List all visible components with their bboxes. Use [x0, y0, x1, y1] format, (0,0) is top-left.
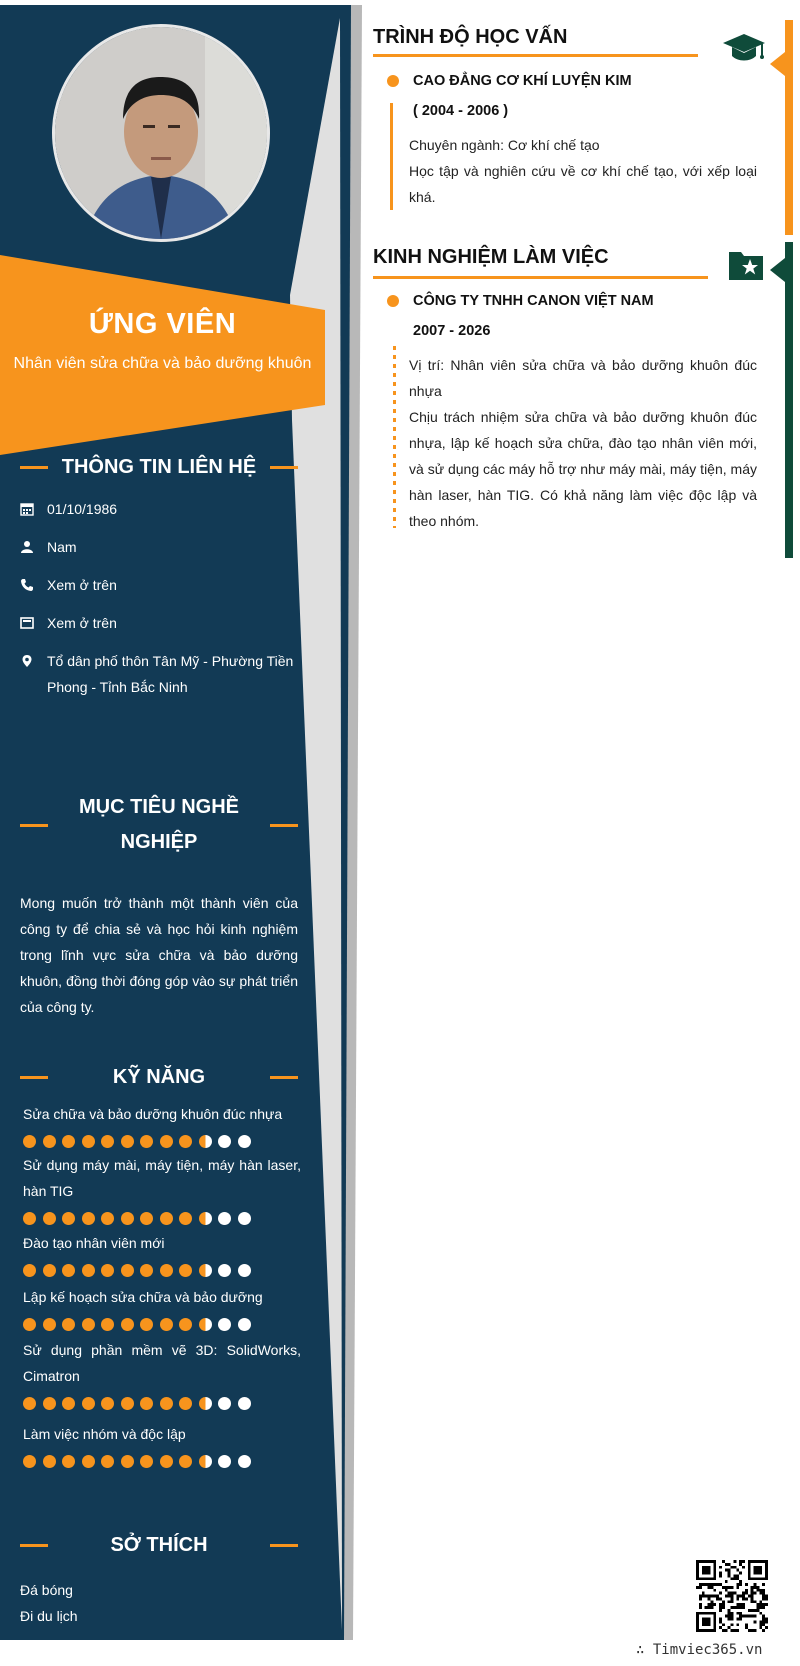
skill-dot — [199, 1212, 212, 1225]
skill-dot — [140, 1455, 153, 1468]
skill-dot — [101, 1212, 114, 1225]
skill-dot — [179, 1397, 192, 1410]
skill-dot — [160, 1212, 173, 1225]
hobby-item: Đá bóng — [20, 1582, 73, 1598]
skill-dot — [199, 1455, 212, 1468]
contact-gender — [20, 534, 300, 560]
experience-title: KINH NGHIỆM LÀM VIỆC — [373, 246, 609, 268]
objective-title: MỤC TIÊU NGHỀ NGHIỆP — [79, 796, 239, 853]
header-dash — [270, 466, 298, 469]
skill-dot — [238, 1264, 251, 1277]
skill-dot — [82, 1264, 95, 1277]
skill-dot — [199, 1264, 212, 1277]
skill-dot — [218, 1212, 231, 1225]
experience-bullet — [387, 295, 399, 307]
skill-item — [23, 1152, 301, 1225]
skill-name: Sử dụng máy mài, máy tiện, máy hàn laser, hàn TIG — [23, 1157, 301, 1199]
skill-dot — [218, 1135, 231, 1148]
contact-value: Xem ở trên — [47, 577, 117, 593]
experience-timeline — [393, 346, 396, 528]
contact-phone — [20, 572, 300, 598]
education-description: Học tập và nghiên cứu về cơ khí chế tạo, với xếp loại khá. — [409, 163, 757, 205]
skill-dot — [23, 1212, 36, 1225]
skill-rating — [23, 1264, 301, 1277]
skill-name: Đào tạo nhân viên mới — [23, 1235, 165, 1251]
skill-dot — [160, 1264, 173, 1277]
hobbies-section-header — [20, 1528, 298, 1563]
skill-name: Sửa chữa và bảo dưỡng khuôn đúc nhựa — [23, 1106, 283, 1122]
skill-item — [23, 1337, 301, 1410]
header-dash — [270, 1544, 298, 1547]
skill-dot — [121, 1318, 134, 1331]
skill-dot — [218, 1264, 231, 1277]
skill-dot — [218, 1318, 231, 1331]
skill-rating — [23, 1135, 301, 1148]
skill-dot — [43, 1135, 56, 1148]
experience-underline — [373, 276, 708, 279]
skill-dot — [101, 1397, 114, 1410]
contact-value: Xem ở trên — [47, 615, 117, 631]
skill-dot — [140, 1318, 153, 1331]
skill-dot — [179, 1264, 192, 1277]
skill-dot — [179, 1212, 192, 1225]
hobby-item: Đi du lịch — [20, 1608, 78, 1624]
skill-dot — [23, 1397, 36, 1410]
header-dash — [20, 824, 48, 827]
skill-dot — [160, 1135, 173, 1148]
experience-company: CÔNG TY TNHH CANON VIỆT NAM — [413, 293, 654, 309]
skill-dot — [218, 1397, 231, 1410]
header-dash — [270, 1076, 298, 1079]
skill-dot — [179, 1318, 192, 1331]
skill-dot — [140, 1212, 153, 1225]
skill-dot — [121, 1212, 134, 1225]
email-icon — [20, 610, 47, 636]
skill-dot — [82, 1212, 95, 1225]
skill-dot — [160, 1397, 173, 1410]
skill-dot — [82, 1318, 95, 1331]
skill-dot — [82, 1397, 95, 1410]
skill-dot — [238, 1135, 251, 1148]
skills-section-header — [20, 1060, 298, 1095]
skill-dot — [199, 1397, 212, 1410]
skill-dot — [101, 1455, 114, 1468]
graduation-cap-icon — [722, 32, 766, 64]
skill-dot — [62, 1455, 75, 1468]
objective-section-header — [20, 790, 298, 860]
header-dash — [20, 1544, 48, 1547]
skill-dot — [43, 1264, 56, 1277]
contact-email — [20, 610, 300, 636]
contact-value: Tổ dân phố thôn Tân Mỹ - Phường Tiền Phong - Tỉnh Bắc Ninh — [47, 653, 294, 695]
skill-dot — [23, 1455, 36, 1468]
skill-dot — [62, 1318, 75, 1331]
skill-dot — [43, 1455, 56, 1468]
location-icon — [20, 648, 47, 700]
phone-icon — [20, 572, 47, 598]
skill-dot — [218, 1455, 231, 1468]
briefcase-star-icon — [727, 248, 765, 282]
skill-dot — [140, 1135, 153, 1148]
skill-item — [23, 1421, 301, 1468]
calendar-icon — [20, 496, 47, 522]
skill-dot — [179, 1135, 192, 1148]
skill-dot — [43, 1318, 56, 1331]
skill-dot — [140, 1397, 153, 1410]
skill-dot — [43, 1212, 56, 1225]
skill-item — [23, 1230, 301, 1277]
skill-dot — [121, 1135, 134, 1148]
skill-rating — [23, 1397, 301, 1410]
skill-name: Sử dụng phần mềm vẽ 3D: SolidWorks, Cimatron — [23, 1342, 301, 1384]
brand-label: ∴ Timviec365.vn — [636, 1642, 763, 1658]
skill-item — [23, 1284, 301, 1331]
skill-dot — [23, 1264, 36, 1277]
qr-code — [696, 1560, 768, 1632]
header-dash — [270, 824, 298, 827]
hobbies-title: SỞ THÍCH — [110, 1534, 208, 1556]
skill-dot — [82, 1455, 95, 1468]
candidate-photo — [52, 24, 270, 242]
skill-name: Làm việc nhóm và độc lập — [23, 1426, 186, 1442]
skill-rating — [23, 1212, 301, 1225]
skill-dot — [62, 1135, 75, 1148]
skill-dot — [199, 1318, 212, 1331]
skill-dot — [62, 1264, 75, 1277]
experience-description: Chịu trách nhiệm sửa chữa và bảo dưỡng khuôn đúc nhựa, lập kế hoạch sửa chữa, đào tạo nhân viên mới, và sử dụng các máy hỗ trợ như máy mài, máy tiện, máy hàn laser, hàn TIG. Có khả năng làm việc độc lập và theo nhóm. — [409, 409, 757, 529]
education-bullet — [387, 75, 399, 87]
skill-dot — [43, 1397, 56, 1410]
skill-rating — [23, 1318, 301, 1331]
education-edge-arrow — [770, 52, 785, 76]
contact-address — [20, 648, 300, 700]
skill-dot — [23, 1135, 36, 1148]
education-underline — [373, 54, 698, 57]
skill-dot — [62, 1397, 75, 1410]
candidate-name: ỨNG VIÊN — [88, 308, 237, 340]
experience-edge-bar — [785, 242, 793, 558]
education-title: TRÌNH ĐỘ HỌC VẤN — [373, 26, 568, 48]
user-icon — [20, 534, 47, 560]
contact-birthdate — [20, 496, 300, 522]
candidate-role: Nhân viên sửa chữa và bảo dưỡng khuôn — [13, 355, 312, 372]
education-major: Chuyên ngành: Cơ khí chế tạo — [409, 137, 600, 153]
skills-title: KỸ NĂNG — [112, 1066, 206, 1088]
education-school: CAO ĐẲNG CƠ KHÍ LUYỆN KIM — [413, 73, 632, 89]
skill-dot — [23, 1318, 36, 1331]
skill-dot — [101, 1318, 114, 1331]
skill-dot — [238, 1318, 251, 1331]
skill-dot — [160, 1318, 173, 1331]
contact-section-header — [20, 450, 298, 485]
skill-dot — [121, 1397, 134, 1410]
header-dash — [20, 1076, 48, 1079]
experience-edge-arrow — [770, 258, 785, 282]
skill-item — [23, 1101, 301, 1148]
skill-dot — [101, 1264, 114, 1277]
experience-position: Vị trí: Nhân viên sửa chữa và bảo dưỡng khuôn đúc nhựa — [409, 357, 757, 399]
objective-text: Mong muốn trở thành một thành viên của công ty để chia sẻ và học hỏi kinh nghiệm trong lĩnh vực sửa chữa và bảo dưỡng khuôn, đồng thời đóng góp vào sự phát triển của công ty. — [20, 895, 298, 1015]
skill-dot — [82, 1135, 95, 1148]
skill-dot — [238, 1212, 251, 1225]
experience-period: 2007 - 2026 — [413, 323, 491, 339]
skill-dot — [199, 1135, 212, 1148]
education-edge-bar — [785, 20, 793, 235]
skill-dot — [179, 1455, 192, 1468]
skill-name: Lập kế hoạch sửa chữa và bảo dưỡng — [23, 1289, 263, 1305]
contact-title: THÔNG TIN LIÊN HỆ — [61, 456, 257, 478]
skill-dot — [238, 1455, 251, 1468]
skill-dot — [121, 1455, 134, 1468]
skill-dot — [121, 1264, 134, 1277]
skill-rating — [23, 1455, 301, 1468]
education-timeline — [390, 103, 393, 210]
skill-dot — [238, 1397, 251, 1410]
contact-value: Nam — [47, 539, 77, 555]
skill-dot — [140, 1264, 153, 1277]
skill-dot — [160, 1455, 173, 1468]
education-period: ( 2004 - 2006 ) — [413, 103, 509, 119]
skill-dot — [62, 1212, 75, 1225]
contact-value: 01/10/1986 — [47, 501, 118, 517]
skill-dot — [101, 1135, 114, 1148]
header-dash — [20, 466, 48, 469]
